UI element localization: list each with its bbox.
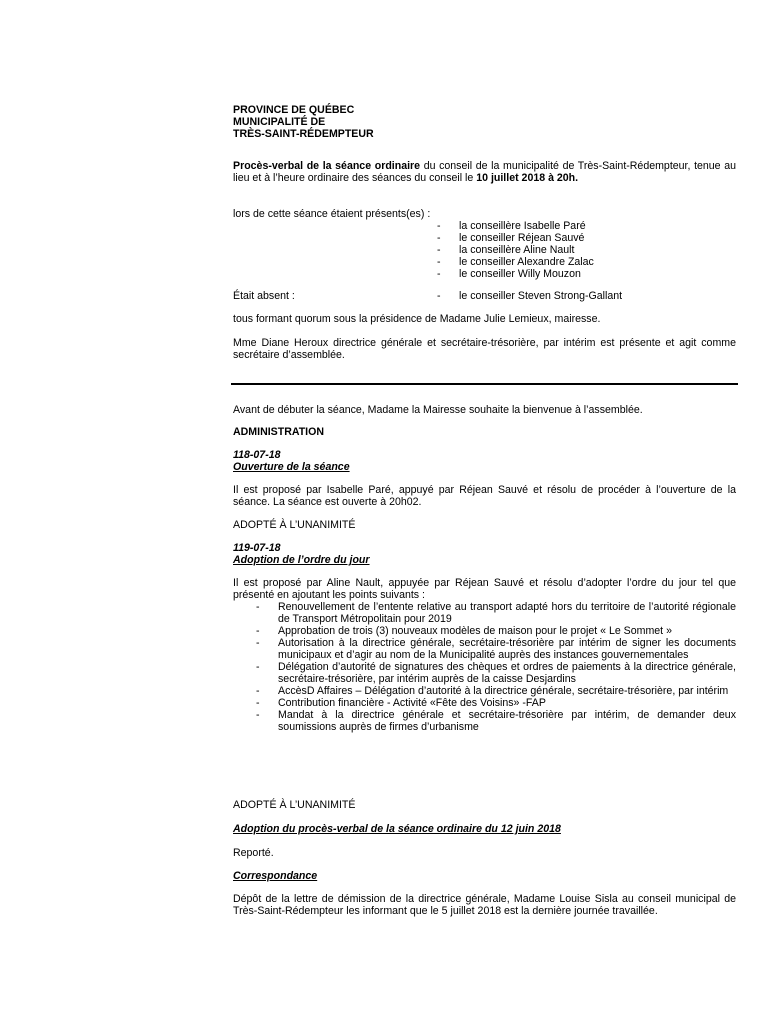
agenda-items-list [233,601,736,733]
absent-label: Était absent : [233,290,295,302]
section-administration: ADMINISTRATION [233,426,325,438]
resolution-title: Adoption de l’ordre du jour [233,554,370,566]
present-member: - la conseillère Aline Nault [437,244,575,256]
agenda-item: - Approbation de trois (3) nouveaux modèles de maison pour le projet « Le Sommet » [256,625,672,637]
agenda-item: - AccèsD Affaires – Délégation d’autorité à la directrice générale, secrétaire-trésorière, par intérim [256,685,729,697]
present-member: - le conseiller Willy Mouzon [437,268,581,280]
header-province: PROVINCE DE QUÉBEC [233,104,355,116]
secretary-paragraph: Mme Diane Heroux directrice générale et secrétaire-trésorière, par intérim est présente et agit comme secrétaire d’assemblée. [233,337,736,361]
agenda-item: - Délégation d’autorité de signatures des chèques et ordres de paiements à la directrice générale, secrétaire-trésorière, par intérim auprès de la caisse Desjardins [256,661,736,685]
resolution-119 [233,542,736,566]
present-member: - le conseiller Alexandre Zalac [437,256,594,268]
intro-bold-lead: Procès-verbal de la séance ordinaire [233,160,421,172]
resolution-number: 118-07-18 [233,449,281,461]
intro-date: 10 juillet 2018 à 20h. [476,172,579,184]
resolution-number: 119-07-18 [233,542,281,554]
resolution-title: Ouverture de la séance [233,461,350,473]
agenda-item: - Renouvellement de l’entente relative au transport adapté hors du territoire de l’autorité régionale de Transport Métropolitain pour 2019 [256,601,736,625]
intro-text: du conseil de la municipalité de Très-Saint-Rédempteur, tenue au lieu et à l’heure ordinaire des séances du conseil le [233,160,736,184]
welcome-paragraph: Avant de débuter la séance, Madame la Mairesse souhaite la bienvenue à l’assemblée. [233,404,643,416]
resolution-119-result: ADOPTÉ À L’UNANIMITÉ [233,799,356,811]
agenda-item: - Autorisation à la directrice générale, secrétaire-trésorière par intérim de signer les documents municipaux et d’agir au nom de la Municipalité auprès des instances gouvernementales [256,637,736,661]
correspondance-title: Correspondance [233,870,318,882]
resolution-118 [233,449,736,473]
presents-label: lors de cette séance étaient présents(es) : [233,208,431,220]
header-municipality-name: TRÈS-SAINT-RÉDEMPTEUR [233,128,374,140]
header-municipality: MUNICIPALITÉ DE [233,116,326,128]
minutes-adoption-title: Adoption du procès-verbal de la séance ordinaire du 12 juin 2018 [233,823,561,835]
resolution-118-result: ADOPTÉ À L’UNANIMITÉ [233,519,356,531]
minutes-adoption-status: Reporté. [233,847,274,859]
absent-member: le conseiller Steven Strong-Gallant [459,290,623,302]
resolution-119-text: Il est proposé par Aline Nault, appuyée par Réjean Sauvé et résolu d’adopter l’ordre du jour tel que présenté en ajoutant les points suivants : [233,577,736,601]
section-divider [231,383,738,385]
presents-list [233,220,736,280]
quorum-paragraph: tous formant quorum sous la présidence de Madame Julie Lemieux, mairesse. [233,313,601,325]
absent-row: Était absent : - le conseiller Steven Strong-Gallant [233,290,623,302]
agenda-item: - Contribution financière - Activité «Fête des Voisins» -FAP [256,697,546,709]
resolution-118-text: Il est proposé par Isabelle Paré, appuyé par Réjean Sauvé et résolu de procéder à l’ouverture de la séance. La séance est ouverte à 20h02. [233,484,736,508]
intro-paragraph [233,160,736,184]
present-member: - le conseiller Réjean Sauvé [437,232,585,244]
present-member: - la conseillère Isabelle Paré [437,220,586,232]
document-header [233,104,736,140]
correspondance-text: Dépôt de la lettre de démission de la directrice générale, Madame Louise Sisla au conseil municipal de Très-Saint-Rédempteur les informant que le 5 juillet 2018 est la dernière journée travaillée. [233,893,736,917]
agenda-item: - Mandat à la directrice générale et secrétaire-trésorière par intérim, de demander deux soumissions auprès de firmes d’urbanisme [256,709,736,733]
